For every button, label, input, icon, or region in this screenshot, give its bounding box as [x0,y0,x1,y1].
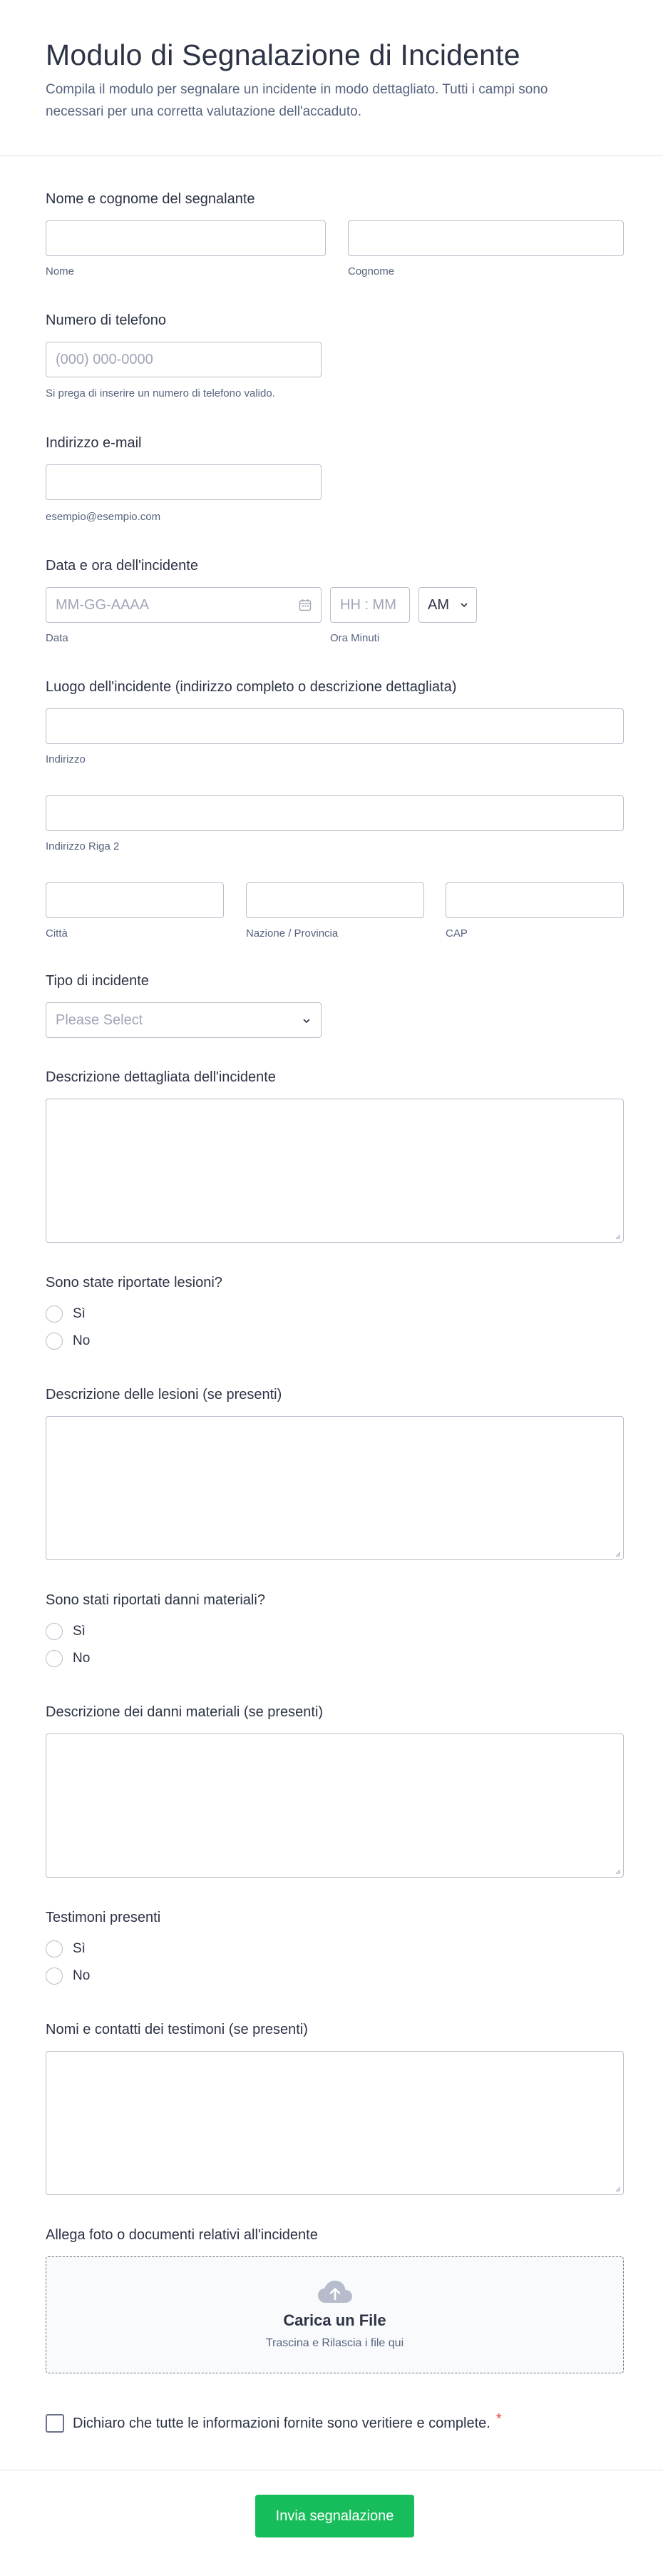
phone-input[interactable] [46,342,322,377]
radio-button[interactable] [46,1967,63,1985]
chevron-down-icon [302,1016,312,1026]
resize-handle-icon[interactable] [614,1550,621,1557]
witnesses-option-no[interactable] [46,1962,622,1990]
state-sublabel: Nazione / Provincia [246,927,339,940]
radio-button[interactable] [46,1940,63,1958]
chevron-down-icon [460,601,468,609]
city-sublabel: Città [46,927,68,940]
witnesses-contacts-textarea[interactable] [46,2051,624,2195]
calendar-icon[interactable] [299,599,312,611]
location-field [46,678,622,941]
declaration-label: Dichiaro che tutte le informazioni fornite sono veritiere e complete. [73,2415,490,2431]
reporter-name-label: Nome e cognome del segnalante [46,191,255,207]
injuries-option-yes[interactable] [46,1300,622,1328]
radio-label: No [73,1968,91,1983]
radio-button[interactable] [46,1650,63,1667]
witnesses-contacts-field [46,2020,622,2195]
date-input[interactable] [46,587,322,623]
upload-title: Carica un File [283,2311,386,2329]
incident-type-select[interactable] [46,1002,322,1038]
injuries-description-field [46,1385,622,1560]
declaration-checkbox[interactable] [46,2414,64,2433]
email-helper: esempio@esempio.com [46,511,161,523]
radio-button[interactable] [46,1623,63,1640]
upload-field [46,2226,622,2373]
email-label: Indirizzo e-mail [46,435,142,451]
state-input[interactable] [246,882,424,918]
injuries-description-textarea[interactable] [46,1416,624,1560]
address-sublabel: Indirizzo [46,753,86,765]
file-dropzone[interactable] [46,2256,624,2373]
datetime-field [46,556,622,646]
time-input[interactable] [330,587,410,623]
upload-label: Allega foto o documenti relativi all'incidente [46,2227,318,2243]
resize-handle-icon[interactable] [614,2185,621,2192]
damages-description-textarea[interactable] [46,1734,624,1878]
radio-label: Sì [73,1624,86,1639]
injuries-description-label: Descrizione delle lesioni (se presenti) [46,1387,282,1402]
first-name-sublabel: Nome [46,265,75,278]
time-sublabel: Ora Minuti [330,632,380,644]
injuries-field [46,1273,622,1355]
declaration-field [46,2410,622,2433]
incident-type-placeholder: Please Select [56,1012,143,1028]
address2-sublabel: Indirizzo Riga 2 [46,840,120,852]
last-name-input[interactable] [348,220,624,256]
required-asterisk: * [495,2410,502,2427]
damages-option-no[interactable] [46,1645,622,1672]
ampm-value: AM [428,596,449,613]
submit-button[interactable]: Invia segnalazione [255,2495,414,2537]
radio-label: No [73,1651,91,1666]
zip-sublabel: CAP [446,927,468,940]
radio-button[interactable] [46,1333,63,1350]
location-label: Luogo dell'incidente (indirizzo completo o descrizione dettagliata) [46,679,457,695]
damages-option-yes[interactable] [46,1618,622,1645]
upload-subtitle: Trascina e Rilascia i file qui [265,2337,404,2349]
address2-input[interactable] [46,795,624,831]
first-name-input[interactable] [46,220,326,256]
damages-label: Sono stati riportati danni materiali? [46,1592,265,1608]
email-input[interactable] [46,464,322,500]
damages-description-label: Descrizione dei danni materiali (se presenti) [46,1704,324,1720]
witnesses-field [46,1908,622,1990]
witnesses-option-yes[interactable] [46,1935,622,1962]
phone-field [46,311,622,401]
reporter-name-field [46,190,622,279]
form-title: Modulo di Segnalazione di Incidente [46,39,520,71]
datetime-label: Data e ora dell'incidente [46,558,198,574]
incident-type-label: Tipo di incidente [46,973,149,989]
radio-label: Sì [73,1941,86,1956]
damages-field [46,1591,622,1672]
form-description: Compila il modulo per segnalare un incidente in modo dettagliato. Tutti i campi sono necessari per una corretta valutazione dell'accaduto. [46,82,548,119]
last-name-sublabel: Cognome [348,265,395,278]
zip-input[interactable] [446,882,624,918]
description-field [46,1068,622,1243]
damages-description-field [46,1703,622,1878]
witnesses-label: Testimoni presenti [46,1910,161,1925]
city-input[interactable] [46,882,224,918]
radio-label: No [73,1333,91,1348]
phone-label: Numero di telefono [46,312,166,328]
incident-type-field [46,972,622,1038]
date-sublabel: Data [46,632,68,644]
address-input[interactable] [46,708,624,744]
cloud-upload-icon [317,2280,353,2304]
radio-label: Sì [73,1306,86,1321]
description-textarea[interactable] [46,1099,624,1243]
injuries-label: Sono state riportate lesioni? [46,1275,222,1290]
resize-handle-icon[interactable] [614,1233,621,1240]
email-field [46,434,622,524]
injuries-option-no[interactable] [46,1328,622,1355]
witnesses-contacts-label: Nomi e contatti dei testimoni (se presenti) [46,2022,308,2037]
form-body [0,190,663,2433]
phone-helper: Si prega di inserire un numero di telefono valido. [46,387,275,399]
description-label: Descrizione dettagliata dell'incidente [46,1069,276,1085]
radio-button[interactable] [46,1305,63,1323]
form-header [0,0,663,156]
resize-handle-icon[interactable] [614,1868,621,1875]
